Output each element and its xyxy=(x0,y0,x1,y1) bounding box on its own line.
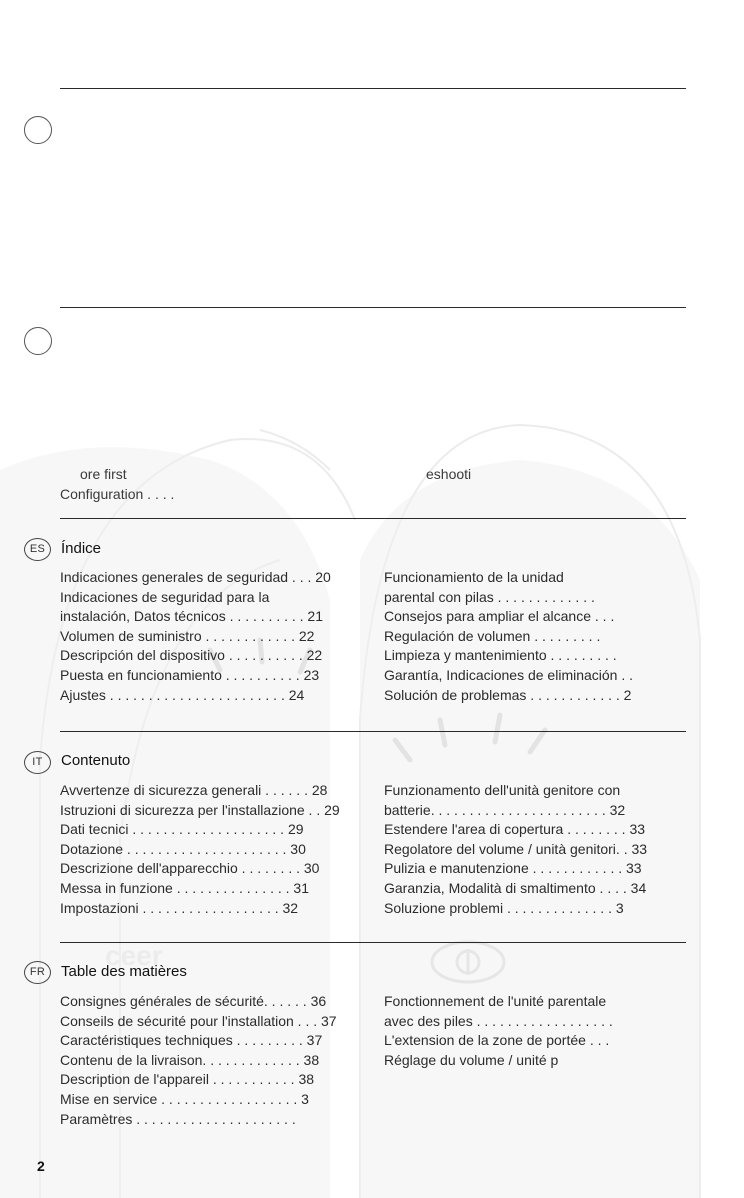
divider-line xyxy=(60,307,686,308)
toc-entry[interactable]: Fonctionnement de l'unité parentale xyxy=(384,993,607,1009)
toc-entry[interactable]: Soluzione problemi . . . . . . . . . . . . . . 3 xyxy=(384,899,624,916)
page-number: 2 xyxy=(37,1158,45,1174)
language-circle-placeholder xyxy=(24,116,52,144)
toc-entry[interactable]: parental con pilas . . . . . . . . . . . . . xyxy=(384,588,595,605)
toc-entry[interactable]: Pulizia e manutenzione . . . . . . . . . . . . 33 xyxy=(384,860,642,877)
toc-column-right-it xyxy=(384,781,684,918)
toc-column-left-it xyxy=(60,781,360,918)
fragment-text: eshooti xyxy=(426,466,472,482)
toc-entry[interactable]: Garanzia, Modalità di smaltimento . . . . 34 xyxy=(384,879,647,896)
section-title-fr: Table des matières xyxy=(61,963,187,980)
toc-entry[interactable]: Volumen de suministro . . . . . . . . . . . . 22 xyxy=(60,627,315,644)
toc-entry[interactable]: Puesta en funcionamiento . . . . . . . . . . 23 xyxy=(60,666,320,683)
section-divider xyxy=(60,731,686,732)
toc-column-left-es xyxy=(60,568,360,705)
svg-text:ceer: ceer xyxy=(105,940,163,971)
toc-entry[interactable]: Descrizione dell'apparecchio . . . . . . . . 30 xyxy=(60,860,320,877)
toc-entry[interactable]: Messa in funzione . . . . . . . . . . . . . . . 31 xyxy=(60,879,309,896)
toc-entry[interactable]: Dotazione . . . . . . . . . . . . . . . . . . . . . 30 xyxy=(60,840,306,857)
toc-entry[interactable]: Limpieza y mantenimiento . . . . . . . . . xyxy=(384,647,617,664)
language-badge-fr: FR xyxy=(24,961,51,984)
toc-entry[interactable]: Regolatore del volume / unità genitori. . 33 xyxy=(384,840,648,857)
toc-entry[interactable]: Consejos para ampliar el alcance . . . xyxy=(384,608,615,625)
toc-entry[interactable]: Regulación de volumen . . . . . . . . . xyxy=(384,627,601,644)
toc-entry[interactable]: Impostazioni . . . . . . . . . . . . . . . . . . 32 xyxy=(60,899,299,916)
toc-entry[interactable]: Istruzioni di sicurezza per l'installazione . . 29 xyxy=(60,801,340,818)
language-badge-it: IT xyxy=(24,751,51,774)
toc-entry[interactable]: Indicaciones generales de seguridad . . . 20 xyxy=(60,569,331,585)
divider-line xyxy=(60,88,686,89)
section-divider xyxy=(60,942,686,943)
fragment-text: Configuration . . . . xyxy=(60,486,175,502)
toc-entry[interactable]: Solución de problemas . . . . . . . . . . . . 2 xyxy=(384,686,632,703)
toc-entry[interactable]: Caractéristiques techniques . . . . . . . . . 37 xyxy=(60,1032,323,1049)
toc-entry[interactable]: Mise en service . . . . . . . . . . . . . . . . . . 3 xyxy=(60,1090,309,1107)
toc-entry[interactable]: Estendere l'area di copertura . . . . . . . . 33 xyxy=(384,821,646,838)
fragment-text: ore first xyxy=(80,466,127,482)
toc-entry[interactable]: batterie. . . . . . . . . . . . . . . . . . . . . . . 32 xyxy=(384,801,626,818)
toc-entry[interactable]: Conseils de sécurité pour l'installation . . . 37 xyxy=(60,1012,337,1029)
toc-entry[interactable]: Avvertenze di sicurezza generali . . . . . . 28 xyxy=(60,782,328,798)
section-divider xyxy=(60,518,686,519)
toc-entry[interactable]: Paramètres . . . . . . . . . . . . . . . . . . . . . xyxy=(60,1110,296,1127)
toc-entry[interactable]: Funcionamiento de la unidad xyxy=(384,569,564,585)
section-title-it: Contenuto xyxy=(61,752,131,769)
toc-column-left-fr xyxy=(60,992,360,1129)
toc-entry[interactable]: Funzionamento dell'unità genitore con xyxy=(384,782,621,798)
toc-entry[interactable]: Indicaciones de seguridad para la xyxy=(60,588,270,605)
toc-entry[interactable]: avec des piles . . . . . . . . . . . . . . . . . . xyxy=(384,1012,613,1029)
toc-entry[interactable]: Consignes générales de sécurité. . . . . . 36 xyxy=(60,993,327,1009)
toc-entry[interactable]: Contenu de la livraison. . . . . . . . . . . . . 38 xyxy=(60,1051,320,1068)
section-title-es: Índice xyxy=(61,540,102,557)
toc-entry[interactable]: Garantía, Indicaciones de eliminación . . xyxy=(384,666,634,683)
toc-entry[interactable]: instalación, Datos técnicos . . . . . . . . . . 21 xyxy=(60,608,324,625)
toc-entry[interactable]: L'extension de la zone de portée . . . xyxy=(384,1032,610,1049)
toc-column-right-fr xyxy=(384,992,684,1070)
toc-entry[interactable]: Description de l'appareil . . . . . . . . . . . 38 xyxy=(60,1071,315,1088)
toc-entry[interactable]: Descripción del dispositivo . . . . . . . . . . 22 xyxy=(60,647,323,664)
language-circle-placeholder xyxy=(24,327,52,355)
toc-entry[interactable]: Ajustes . . . . . . . . . . . . . . . . . . . . . . . 24 xyxy=(60,686,305,703)
toc-entry[interactable]: Réglage du volume / unité p xyxy=(384,1051,559,1068)
toc-column-right-es xyxy=(384,568,684,705)
toc-entry[interactable]: Dati tecnici . . . . . . . . . . . . . . . . . . . . 29 xyxy=(60,821,304,838)
language-badge-es: ES xyxy=(24,538,51,561)
